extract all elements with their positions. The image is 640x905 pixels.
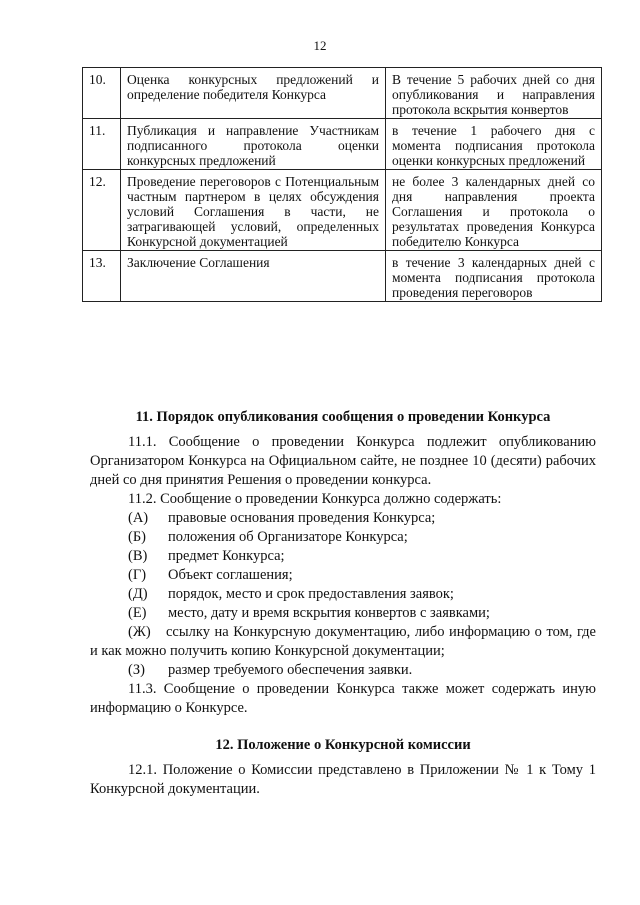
table-row — [83, 68, 602, 119]
list-item — [90, 585, 596, 604]
list-marker: (Е) — [128, 605, 147, 621]
row-action: Публикация и направление Участникам подписанного протокола оценки конкурсных предложений — [121, 119, 386, 170]
page-number: 12 — [313, 38, 327, 53]
list-text: положения об Организаторе Конкурса; — [168, 529, 408, 545]
row-number: 11. — [83, 119, 121, 170]
section-11-paragraph-2: 11.2. Сообщение о проведении Конкурса должно содержать: — [128, 491, 502, 507]
table-row — [83, 119, 602, 170]
list-text: ссылку на Конкурсную документацию, либо информацию о том, где и как можно получить копию Конкурсной документации; — [90, 624, 596, 659]
list-item — [90, 528, 596, 547]
section-11 — [90, 408, 596, 718]
row-action: Оценка конкурсных предложений и определение победителя Конкурса — [121, 68, 386, 119]
list-marker: (Г) — [128, 567, 147, 583]
list-marker: (З) — [128, 662, 145, 678]
list-text: порядок, место и срок предоставления заявок; — [168, 586, 454, 602]
list-marker: (Ж) — [128, 624, 151, 640]
list-item — [90, 661, 596, 680]
row-action: Проведение переговоров с Потенциальным частным партнером в целях обсуждения условий Соглашения в части, не затрагивающей условий, определенных Конкурсной документацией — [121, 170, 386, 251]
row-action: Заключение Соглашения — [121, 251, 386, 302]
row-number: 12. — [83, 170, 121, 251]
table-row — [83, 251, 602, 302]
row-deadline: в течение 1 рабочего дня с момента подписания протокола оценки конкурсных предложений — [386, 119, 602, 170]
list-text: место, дату и время вскрытия конвертов с заявками; — [168, 605, 490, 621]
section-12-paragraph-1: 12.1. Положение о Комиссии представлено в Приложении № 1 к Тому 1 Конкурсной документации. — [90, 762, 596, 797]
list-item — [90, 623, 596, 661]
section-11-heading: 11. Порядок опубликования сообщения о проведении Конкурса — [135, 409, 551, 425]
list-item — [90, 547, 596, 566]
section-12 — [90, 736, 596, 799]
list-text: Объект соглашения; — [168, 567, 293, 583]
table-row — [83, 170, 602, 251]
list-item — [90, 566, 596, 585]
list-marker: (Б) — [128, 529, 146, 545]
list-text: правовые основания проведения Конкурса; — [168, 510, 436, 526]
schedule-table — [82, 67, 602, 302]
list-marker: (В) — [128, 548, 148, 564]
list-item — [90, 509, 596, 528]
list-text: размер требуемого обеспечения заявки. — [168, 662, 413, 678]
row-number: 10. — [83, 68, 121, 119]
row-deadline: не более 3 календарных дней со дня направления проекта Соглашения и протокола о результатах проведения Конкурса победителю Конкурса — [386, 170, 602, 251]
row-deadline: В течение 5 рабочих дней со дня опубликования и направления протокола вскрытия конвертов — [386, 68, 602, 119]
section-11-paragraph-3: 11.3. Сообщение о проведении Конкурса также может содержать иную информацию о Конкурсе. — [90, 681, 596, 716]
list-item — [90, 604, 596, 623]
list-marker: (А) — [128, 510, 149, 526]
list-marker: (Д) — [128, 586, 148, 602]
section-11-paragraph-1: 11.1. Сообщение о проведении Конкурса подлежит опубликованию Организатором Конкурса на Официальном сайте, не позднее 10 (десяти) рабочих дней со дня принятия Решения о проведении конкурса. — [90, 434, 596, 488]
list-text: предмет Конкурса; — [168, 548, 285, 564]
section-12-heading: 12. Положение о Конкурсной комиссии — [215, 737, 471, 753]
row-deadline: в течение 3 календарных дней с момента подписания протокола проведения переговоров — [386, 251, 602, 302]
row-number: 13. — [83, 251, 121, 302]
